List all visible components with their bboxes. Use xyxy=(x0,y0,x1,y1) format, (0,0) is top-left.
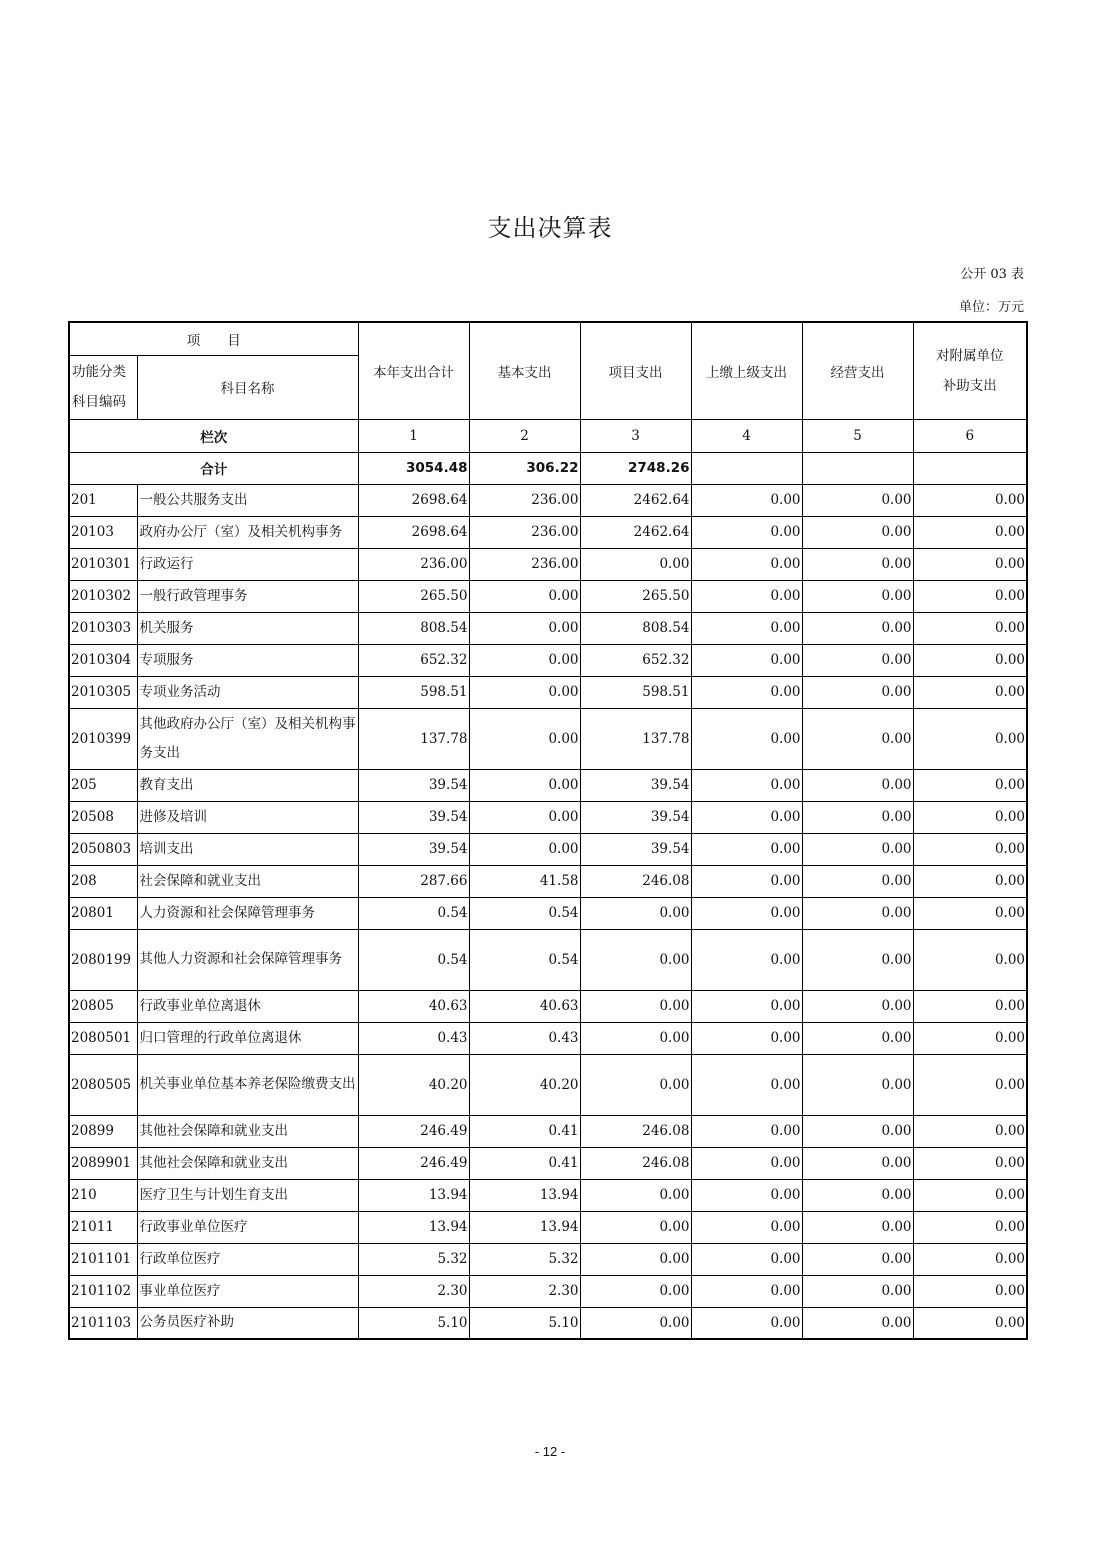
row-value: 0.00 xyxy=(691,1243,802,1275)
table-row xyxy=(69,1211,1027,1243)
row-value: 0.00 xyxy=(802,484,913,516)
row-value: 0.00 xyxy=(802,580,913,612)
row-value: 0.00 xyxy=(802,1147,913,1179)
row-value: 246.08 xyxy=(580,1147,691,1179)
row-value: 40.63 xyxy=(358,990,469,1022)
row-value: 0.00 xyxy=(691,897,802,929)
row-value: 0.00 xyxy=(691,612,802,644)
row-value: 0.00 xyxy=(691,1211,802,1243)
col-number: 6 xyxy=(913,419,1027,452)
row-value: 0.00 xyxy=(580,1307,691,1339)
row-value: 0.00 xyxy=(580,1022,691,1054)
row-value: 40.20 xyxy=(469,1054,580,1115)
row-value: 0.00 xyxy=(802,548,913,580)
row-value: 0.00 xyxy=(802,708,913,769)
total-value xyxy=(802,452,913,484)
row-name: 归口管理的行政单位离退休 xyxy=(137,1022,358,1054)
row-name: 机关事业单位基本养老保险缴费支出 xyxy=(137,1054,358,1115)
row-value: 0.00 xyxy=(913,1054,1027,1115)
row-value: 13.94 xyxy=(358,1179,469,1211)
row-code: 20508 xyxy=(69,801,137,833)
row-code: 201 xyxy=(69,484,137,516)
row-value: 0.54 xyxy=(358,929,469,990)
table-row xyxy=(69,644,1027,676)
row-value: 0.00 xyxy=(580,1054,691,1115)
row-name: 公务员医疗补助 xyxy=(137,1307,358,1339)
row-value: 0.43 xyxy=(469,1022,580,1054)
row-value: 0.00 xyxy=(691,865,802,897)
row-name: 教育支出 xyxy=(137,769,358,801)
row-value: 0.00 xyxy=(913,1022,1027,1054)
row-value: 0.00 xyxy=(580,1179,691,1211)
row-value: 0.00 xyxy=(691,990,802,1022)
row-value: 2.30 xyxy=(469,1275,580,1307)
row-value: 0.00 xyxy=(913,1179,1027,1211)
table-row xyxy=(69,929,1027,990)
row-code: 208 xyxy=(69,865,137,897)
row-name: 行政事业单位离退休 xyxy=(137,990,358,1022)
row-value: 0.43 xyxy=(358,1022,469,1054)
page-number: - 12 - xyxy=(534,1444,566,1459)
row-value: 246.49 xyxy=(358,1115,469,1147)
row-value: 236.00 xyxy=(358,548,469,580)
table-row xyxy=(69,484,1027,516)
row-value: 0.00 xyxy=(913,484,1027,516)
row-code: 2101103 xyxy=(69,1307,137,1339)
row-name: 专项服务 xyxy=(137,644,358,676)
row-value: 0.00 xyxy=(802,1307,913,1339)
col-number: 2 xyxy=(469,419,580,452)
row-value: 13.94 xyxy=(469,1179,580,1211)
row-value: 808.54 xyxy=(580,612,691,644)
row-value: 0.00 xyxy=(802,1115,913,1147)
row-code: 2080199 xyxy=(69,929,137,990)
table-row xyxy=(69,1179,1027,1211)
row-value: 265.50 xyxy=(580,580,691,612)
row-value: 0.00 xyxy=(913,516,1027,548)
row-value: 236.00 xyxy=(469,516,580,548)
table-row xyxy=(69,897,1027,929)
total-value xyxy=(691,452,802,484)
row-value: 0.00 xyxy=(802,1022,913,1054)
row-name: 专项业务活动 xyxy=(137,676,358,708)
page-title: 支出决算表 xyxy=(487,214,613,242)
row-label-cell: 栏次 xyxy=(69,419,358,452)
row-value: 0.00 xyxy=(802,865,913,897)
row-value: 2698.64 xyxy=(358,484,469,516)
row-value: 0.00 xyxy=(802,929,913,990)
row-value: 652.32 xyxy=(358,644,469,676)
row-value: 137.78 xyxy=(580,708,691,769)
row-value: 0.00 xyxy=(913,612,1027,644)
row-value: 0.00 xyxy=(913,833,1027,865)
total-label: 合计 xyxy=(69,452,358,484)
row-value: 0.00 xyxy=(913,1147,1027,1179)
total-value: 3054.48 xyxy=(358,452,469,484)
row-value: 13.94 xyxy=(358,1211,469,1243)
row-value: 0.00 xyxy=(913,801,1027,833)
row-name: 进修及培训 xyxy=(137,801,358,833)
row-code: 20899 xyxy=(69,1115,137,1147)
row-value: 0.00 xyxy=(691,1179,802,1211)
row-value: 0.00 xyxy=(913,1211,1027,1243)
row-value: 0.00 xyxy=(802,897,913,929)
row-code: 210 xyxy=(69,1179,137,1211)
row-name: 人力资源和社会保障管理事务 xyxy=(137,897,358,929)
row-value: 2.30 xyxy=(358,1275,469,1307)
table-row xyxy=(69,580,1027,612)
row-value: 0.00 xyxy=(469,612,580,644)
total-row xyxy=(69,452,1027,484)
row-name: 行政单位医疗 xyxy=(137,1243,358,1275)
row-name: 一般行政管理事务 xyxy=(137,580,358,612)
table-row xyxy=(69,1243,1027,1275)
row-name: 一般公共服务支出 xyxy=(137,484,358,516)
row-code: 2050803 xyxy=(69,833,137,865)
row-value: 5.32 xyxy=(469,1243,580,1275)
row-value: 2462.64 xyxy=(580,516,691,548)
row-value: 246.08 xyxy=(580,865,691,897)
row-value: 0.54 xyxy=(358,897,469,929)
row-value: 0.00 xyxy=(691,708,802,769)
row-value: 41.58 xyxy=(469,865,580,897)
header-col-remit: 上缴上级支出 xyxy=(691,322,802,419)
row-value: 0.00 xyxy=(802,676,913,708)
row-value: 598.51 xyxy=(580,676,691,708)
table-row xyxy=(69,1275,1027,1307)
row-value: 39.54 xyxy=(580,833,691,865)
row-value: 0.00 xyxy=(802,516,913,548)
row-value: 0.00 xyxy=(691,1022,802,1054)
total-value: 306.22 xyxy=(469,452,580,484)
row-value: 0.00 xyxy=(913,897,1027,929)
row-value: 0.00 xyxy=(802,612,913,644)
header-col-project: 项目支出 xyxy=(580,322,691,419)
row-value: 40.20 xyxy=(358,1054,469,1115)
row-value: 236.00 xyxy=(469,548,580,580)
row-value: 246.49 xyxy=(358,1147,469,1179)
row-value: 0.00 xyxy=(580,990,691,1022)
row-value: 0.00 xyxy=(469,801,580,833)
row-code: 205 xyxy=(69,769,137,801)
table-row xyxy=(69,801,1027,833)
row-name: 行政事业单位医疗 xyxy=(137,1211,358,1243)
row-value: 652.32 xyxy=(580,644,691,676)
row-code: 21011 xyxy=(69,1211,137,1243)
row-value: 13.94 xyxy=(469,1211,580,1243)
row-value: 2462.64 xyxy=(580,484,691,516)
row-value: 0.00 xyxy=(913,580,1027,612)
row-value: 598.51 xyxy=(358,676,469,708)
row-value: 0.00 xyxy=(691,1307,802,1339)
row-value: 0.00 xyxy=(691,1115,802,1147)
row-value: 0.00 xyxy=(691,548,802,580)
row-value: 0.00 xyxy=(913,708,1027,769)
table-row xyxy=(69,1022,1027,1054)
row-value: 39.54 xyxy=(358,801,469,833)
row-code: 20801 xyxy=(69,897,137,929)
header-col-subsidy: 对附属单位补助支出 xyxy=(913,322,1027,419)
row-value: 0.41 xyxy=(469,1147,580,1179)
row-value: 246.08 xyxy=(580,1115,691,1147)
row-code: 2010301 xyxy=(69,548,137,580)
row-value: 137.78 xyxy=(358,708,469,769)
row-code: 2010305 xyxy=(69,676,137,708)
col-number: 1 xyxy=(358,419,469,452)
header-item: 项 目 xyxy=(69,322,358,355)
row-code: 20103 xyxy=(69,516,137,548)
row-value: 0.41 xyxy=(469,1115,580,1147)
row-value: 0.00 xyxy=(691,801,802,833)
row-name: 其他社会保障和就业支出 xyxy=(137,1147,358,1179)
row-value: 0.00 xyxy=(469,676,580,708)
row-value: 0.00 xyxy=(580,929,691,990)
row-value: 265.50 xyxy=(358,580,469,612)
total-value: 2748.26 xyxy=(580,452,691,484)
row-name: 行政运行 xyxy=(137,548,358,580)
table-row xyxy=(69,1307,1027,1339)
row-value: 0.00 xyxy=(469,833,580,865)
header-col-total: 本年支出合计 xyxy=(358,322,469,419)
row-name: 其他人力资源和社会保障管理事务 xyxy=(137,929,358,990)
row-value: 0.00 xyxy=(802,1179,913,1211)
row-value: 39.54 xyxy=(580,769,691,801)
table-row xyxy=(69,548,1027,580)
row-name: 培训支出 xyxy=(137,833,358,865)
row-code: 2089901 xyxy=(69,1147,137,1179)
row-value: 0.00 xyxy=(580,1243,691,1275)
row-name: 事业单位医疗 xyxy=(137,1275,358,1307)
row-value: 0.00 xyxy=(691,484,802,516)
table-row xyxy=(69,1054,1027,1115)
col-number: 3 xyxy=(580,419,691,452)
row-value: 0.00 xyxy=(691,580,802,612)
row-value: 0.00 xyxy=(469,769,580,801)
row-value: 0.00 xyxy=(913,548,1027,580)
row-code: 2101101 xyxy=(69,1243,137,1275)
row-code: 2101102 xyxy=(69,1275,137,1307)
row-value: 0.00 xyxy=(580,1275,691,1307)
row-value: 236.00 xyxy=(469,484,580,516)
row-value: 0.00 xyxy=(469,644,580,676)
header-col-business: 经营支出 xyxy=(802,322,913,419)
row-value: 0.00 xyxy=(691,676,802,708)
header-name: 科目名称 xyxy=(137,355,358,419)
table-row xyxy=(69,1147,1027,1179)
row-value: 5.10 xyxy=(358,1307,469,1339)
row-code: 2010399 xyxy=(69,708,137,769)
row-value: 39.54 xyxy=(358,833,469,865)
row-value: 0.00 xyxy=(691,769,802,801)
row-value: 0.00 xyxy=(691,929,802,990)
col-number: 4 xyxy=(691,419,802,452)
header-col-basic: 基本支出 xyxy=(469,322,580,419)
total-value xyxy=(913,452,1027,484)
expenditure-table xyxy=(68,321,1028,1340)
row-value: 0.00 xyxy=(913,929,1027,990)
row-value: 0.00 xyxy=(580,1211,691,1243)
row-code: 20805 xyxy=(69,990,137,1022)
row-value: 808.54 xyxy=(358,612,469,644)
table-row xyxy=(69,612,1027,644)
row-value: 0.00 xyxy=(913,865,1027,897)
row-code: 2010302 xyxy=(69,580,137,612)
row-value: 0.00 xyxy=(691,833,802,865)
row-value: 0.00 xyxy=(802,1243,913,1275)
row-value: 0.00 xyxy=(802,833,913,865)
row-value: 0.00 xyxy=(802,801,913,833)
row-value: 0.00 xyxy=(691,1054,802,1115)
row-value: 0.00 xyxy=(913,676,1027,708)
header-code: 功能分类科目编码 xyxy=(69,355,137,419)
row-value: 40.63 xyxy=(469,990,580,1022)
table-row xyxy=(69,676,1027,708)
table-row xyxy=(69,865,1027,897)
row-code: 2010303 xyxy=(69,612,137,644)
row-value: 0.00 xyxy=(802,990,913,1022)
row-code: 2080505 xyxy=(69,1054,137,1115)
row-value: 287.66 xyxy=(358,865,469,897)
row-value: 39.54 xyxy=(580,801,691,833)
row-value: 0.00 xyxy=(913,1275,1027,1307)
table-row xyxy=(69,708,1027,769)
row-value: 0.00 xyxy=(913,769,1027,801)
row-value: 0.00 xyxy=(802,769,913,801)
row-value: 0.00 xyxy=(691,1275,802,1307)
row-value: 0.00 xyxy=(469,580,580,612)
row-name: 机关服务 xyxy=(137,612,358,644)
row-name: 社会保障和就业支出 xyxy=(137,865,358,897)
row-value: 0.00 xyxy=(913,1243,1027,1275)
row-value: 0.00 xyxy=(691,1147,802,1179)
row-value: 0.54 xyxy=(469,929,580,990)
row-value: 0.00 xyxy=(802,1211,913,1243)
form-number: 公开 03 表 xyxy=(960,267,1024,282)
row-value: 0.00 xyxy=(802,1054,913,1115)
row-value: 5.10 xyxy=(469,1307,580,1339)
row-value: 0.00 xyxy=(691,644,802,676)
row-value: 0.00 xyxy=(802,644,913,676)
row-name: 其他社会保障和就业支出 xyxy=(137,1115,358,1147)
row-value: 0.00 xyxy=(913,1307,1027,1339)
col-number: 5 xyxy=(802,419,913,452)
row-code: 2010304 xyxy=(69,644,137,676)
table-row xyxy=(69,769,1027,801)
row-value: 0.00 xyxy=(913,990,1027,1022)
row-name: 医疗卫生与计划生育支出 xyxy=(137,1179,358,1211)
table-row xyxy=(69,1115,1027,1147)
table-row xyxy=(69,516,1027,548)
row-value: 0.00 xyxy=(913,1115,1027,1147)
row-value: 0.00 xyxy=(580,897,691,929)
table-row xyxy=(69,990,1027,1022)
table-row xyxy=(69,833,1027,865)
row-value: 0.00 xyxy=(691,516,802,548)
row-value: 5.32 xyxy=(358,1243,469,1275)
row-code: 2080501 xyxy=(69,1022,137,1054)
row-name: 其他政府办公厅（室）及相关机构事务支出 xyxy=(137,708,358,769)
unit-label: 单位：万元 xyxy=(958,300,1024,315)
row-value: 0.00 xyxy=(913,644,1027,676)
row-value: 0.00 xyxy=(580,548,691,580)
row-name: 政府办公厅（室）及相关机构事务 xyxy=(137,516,358,548)
row-value: 0.54 xyxy=(469,897,580,929)
row-value: 2698.64 xyxy=(358,516,469,548)
row-value: 0.00 xyxy=(469,708,580,769)
row-value: 39.54 xyxy=(358,769,469,801)
row-value: 0.00 xyxy=(802,1275,913,1307)
